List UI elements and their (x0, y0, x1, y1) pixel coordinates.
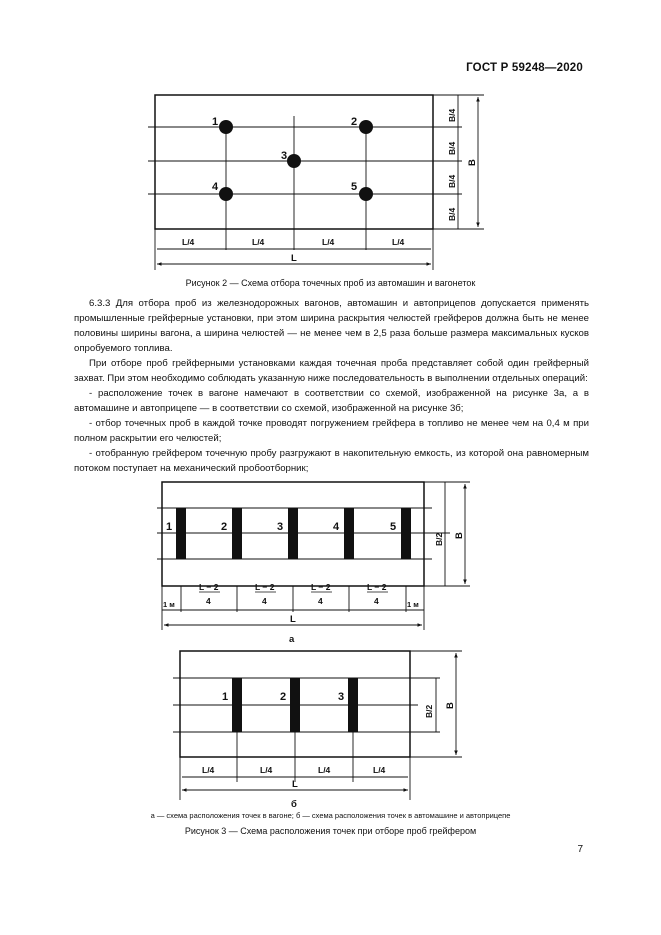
grab-point-1 (176, 508, 186, 559)
point-label: 3 (277, 521, 284, 533)
figure-3b-label: б (291, 799, 297, 810)
dim-half-width: B/2 (434, 532, 444, 546)
point-label: 2 (221, 521, 228, 533)
dim-quarter-width: B/4 (447, 141, 457, 155)
dim-segment-denominator: 4 (206, 596, 211, 606)
list-item: - отобранную грейфером точечную пробу разгружают в накопительную емкость, из которой она равномерным потоком поступает на механический пробоотборник; (74, 448, 589, 474)
dim-segment-numerator: L − 2 (311, 582, 331, 592)
grab-point-5 (401, 508, 411, 559)
point-label: 2 (280, 691, 287, 703)
dim-half-width: B/2 (424, 704, 434, 718)
dim-width: B (467, 159, 478, 166)
dim-quarter-length: L/4 (318, 765, 331, 775)
grab-point-1 (232, 678, 242, 732)
figure-3b-diagram (0, 640, 661, 815)
dim-quarter-width: B/4 (447, 174, 457, 188)
dim-segment-numerator: L − 2 (255, 582, 275, 592)
grab-point-3 (348, 678, 358, 732)
sample-point-4 (219, 187, 233, 201)
dim-segment-denominator: 4 (374, 596, 379, 606)
list-item: - расположение точек в вагоне намечают в соответствии со схемой, изображенной на рисунке 3а, а в автомашине и автоприцепе — в соответствии со схемой, изображенной на рисунке 3б; (74, 388, 589, 414)
point-label: 2 (351, 116, 358, 128)
dim-quarter-length: L/4 (373, 765, 386, 775)
figure-3a-diagram (0, 470, 661, 650)
dim-segment-numerator: L − 2 (199, 582, 219, 592)
grab-point-2 (232, 508, 242, 559)
point-label: 1 (222, 691, 229, 703)
point-label: 1 (166, 521, 173, 533)
dim-quarter-length: L/4 (182, 237, 195, 247)
dim-segment-numerator: L − 2 (367, 582, 387, 592)
grab-point-4 (344, 508, 354, 559)
dim-quarter-width: B/4 (447, 207, 457, 221)
dim-margin: 1 м (163, 600, 175, 609)
dim-quarter-width: B/4 (447, 108, 457, 122)
figure-3a-label: а (289, 634, 295, 645)
dim-length: L (292, 779, 298, 790)
paragraph-6-3-3: 6.3.3 Для отбора проб из железнодорожных вагонов, автомашин и автоприцепов допускается применять промышленные грейферные установки, при этом ширина раскрытия челюстей грейферов должна быть не менее половины ширины вагона, а ширина челюстей — не менее чем в 2,5 раза больше размера максимальных кусков опробуемого топлива. (74, 298, 589, 354)
point-label: 3 (281, 150, 288, 162)
dim-length: L (291, 253, 297, 264)
point-label: 5 (351, 181, 358, 193)
point-label: 4 (212, 181, 219, 193)
grab-point-2 (290, 678, 300, 732)
text-body (74, 296, 589, 476)
document-header: ГОСТ Р 59248—2020 (466, 62, 583, 74)
sample-point-3 (287, 154, 301, 168)
figure-3-legend: а — схема расположения точек в вагоне; б — схема расположения точек в автомашине и автоприцепе (150, 811, 511, 820)
figure-3-caption: Рисунок 3 — Схема расположения точек при отборе проб грейфером (184, 826, 477, 836)
point-label: 4 (333, 521, 340, 533)
point-label: 1 (212, 116, 219, 128)
dim-quarter-length: L/4 (392, 237, 405, 247)
dim-segment-denominator: 4 (318, 596, 323, 606)
figure-2-diagram (0, 0, 661, 280)
dim-quarter-length: L/4 (252, 237, 265, 247)
dim-margin: 1 м (407, 600, 419, 609)
figure-2-caption: Рисунок 2 — Схема отбора точечных проб из автомашин и вагонеток (185, 278, 476, 288)
dim-width: B (445, 702, 456, 709)
dim-quarter-length: L/4 (322, 237, 335, 247)
sample-point-1 (219, 120, 233, 134)
dim-segment-denominator: 4 (262, 596, 267, 606)
page-number: 7 (577, 844, 583, 855)
point-label: 5 (390, 521, 397, 533)
dim-width: B (454, 532, 465, 539)
list-item: - отбор точечных проб в каждой точке проводят погружением грейфера в топливо не менее чем на 0,4 м при полном раскрытии его челюстей; (74, 418, 589, 444)
paragraph: При отборе проб грейферными установками каждая точечная проба представляет собой один грейферный захват. При этом необходимо соблюдать указанную ниже последовательность в выполнении отдельных операций: (74, 358, 589, 384)
sample-point-5 (359, 187, 373, 201)
point-label: 3 (338, 691, 345, 703)
sample-point-2 (359, 120, 373, 134)
dim-quarter-length: L/4 (202, 765, 215, 775)
dim-length: L (290, 614, 296, 625)
dim-quarter-length: L/4 (260, 765, 273, 775)
grab-point-3 (288, 508, 298, 559)
